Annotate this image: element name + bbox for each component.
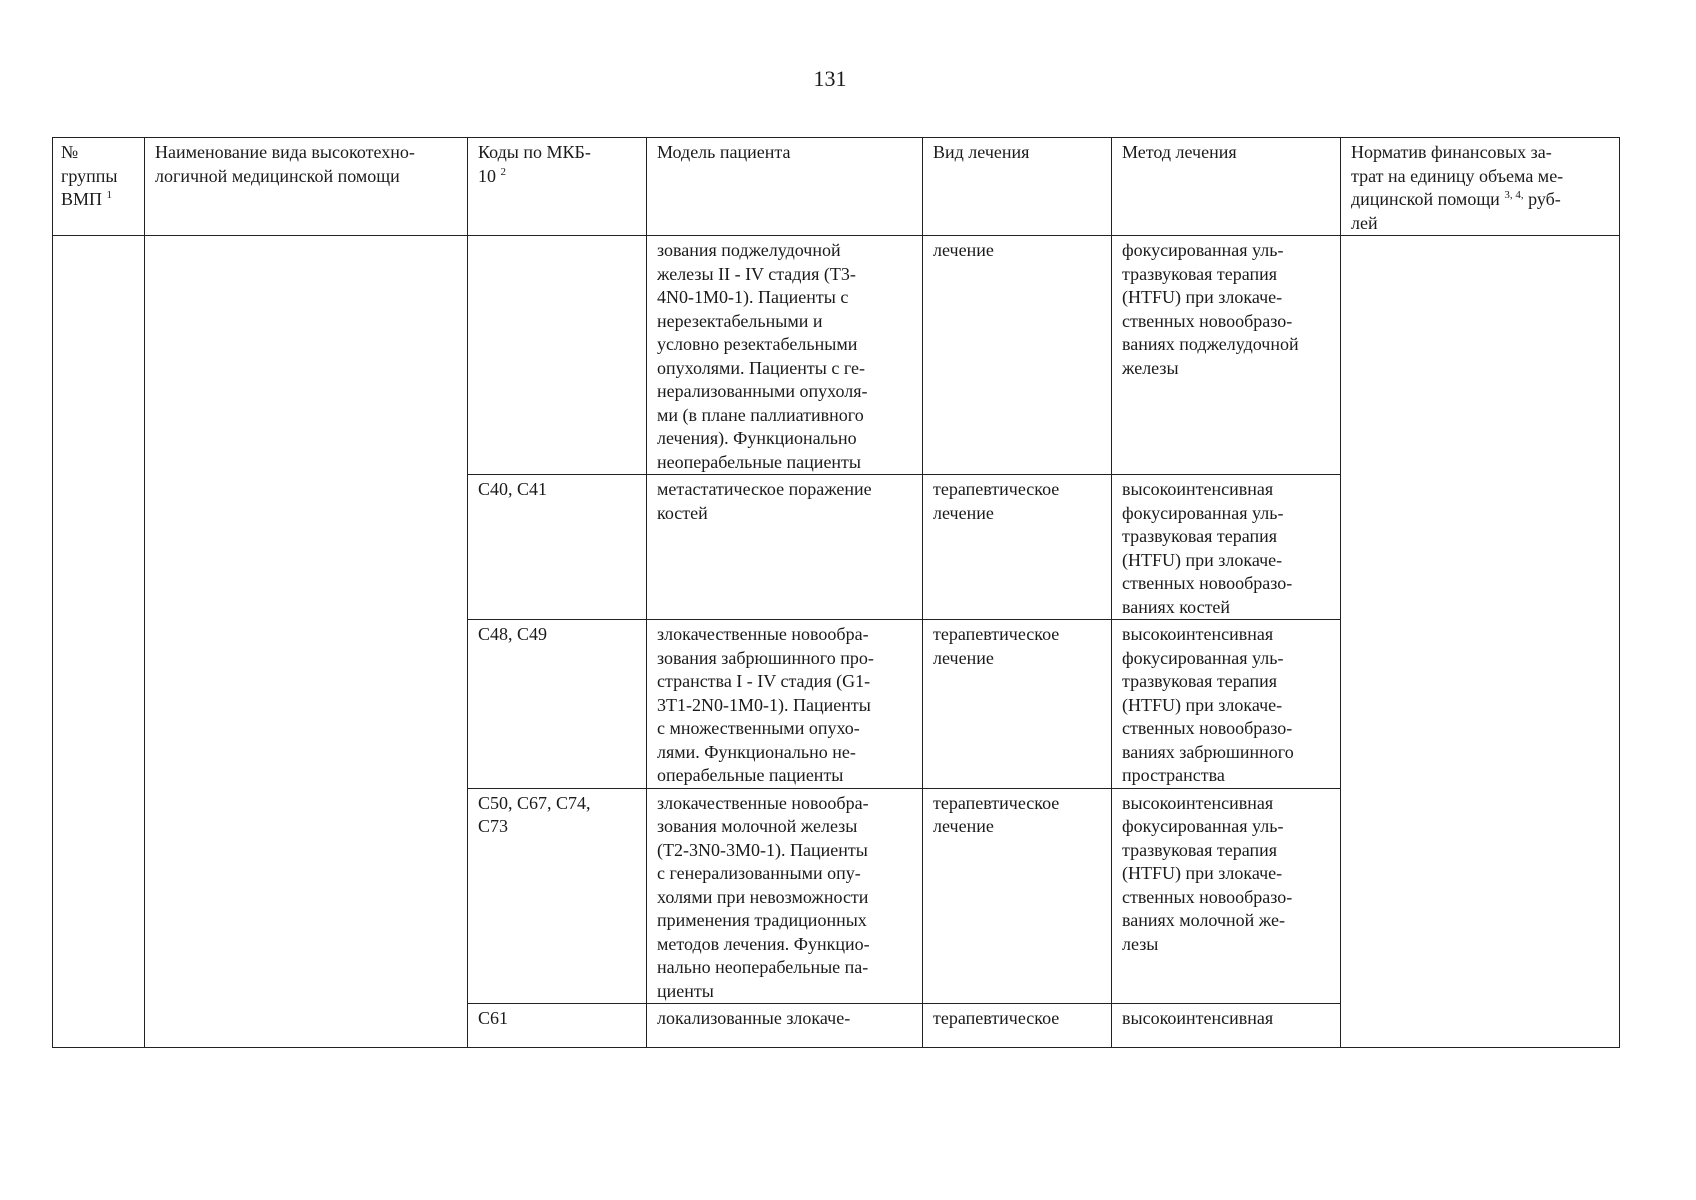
patient-model-cell: метастатическое поражение костей — [647, 475, 923, 620]
patient-model-cell: зования поджелудочной железы II - IV стадия (T3- 4N0-1M0-1). Пациенты с нерезектабельными и условно резектабельными опухолями. Пациенты с ге- нерализованными опухоля- ми (в плане паллиативного лечения). Функционально неоперабельные пациенты — [647, 236, 923, 475]
header-patient-model-text: Модель пациента — [657, 142, 791, 162]
header-icd-codes-text: Коды по МКБ- 10 — [478, 142, 591, 186]
header-icd-codes — [468, 138, 647, 236]
header-vmp-name-text: Наименование вида высокотехно- логичной медицинской помощи — [155, 142, 415, 186]
table-header-row — [53, 138, 1620, 236]
treatment-type-cell: терапевтическое лечение — [923, 620, 1112, 789]
icd-codes-cell: C40, C41 — [468, 475, 647, 620]
treatment-method-cell: высокоинтенсивная — [1112, 1004, 1341, 1048]
icd-codes-cell: C61 — [468, 1004, 647, 1048]
treatment-method-cell: высокоинтенсивная фокусированная уль- тразвуковая терапия (HTFU) при злокаче- ственных новообразо- ваниях костей — [1112, 475, 1341, 620]
icd-codes-cell: C48, C49 — [468, 620, 647, 789]
treatment-type-cell: терапевтическое лечение — [923, 788, 1112, 1004]
table-row — [53, 236, 1620, 475]
treatment-method-cell: фокусированная уль- тразвуковая терапия (HTFU) при злокаче- ственных новообразо- ваниях поджелудочной железы — [1112, 236, 1341, 475]
vmp-name-cell — [145, 236, 468, 1048]
treatment-method-cell: высокоинтенсивная фокусированная уль- тразвуковая терапия (HTFU) при злокаче- ственных новообразо- ваниях молочной же- лезы — [1112, 788, 1341, 1004]
header-treatment-method — [1112, 138, 1341, 236]
header-treatment-type — [923, 138, 1112, 236]
treatment-type-cell: лечение — [923, 236, 1112, 475]
header-cost-norm — [1341, 138, 1620, 236]
header-cost-norm-tail: руб- лей — [1351, 189, 1561, 233]
footnote-1: 1 — [106, 189, 113, 201]
page-number: 131 — [813, 66, 847, 91]
treatment-type-cell: терапевтическое лечение — [923, 475, 1112, 620]
icd-codes-cell: C50, C67, C74, C73 — [468, 788, 647, 1004]
patient-model-cell: локализованные злокаче- — [647, 1004, 923, 1048]
group-no-cell — [53, 236, 145, 1048]
header-treatment-method-text: Метод лечения — [1122, 142, 1237, 162]
header-vmp-name — [145, 138, 468, 236]
footnote-3-4: 3, 4, — [1504, 189, 1524, 201]
header-group-no — [53, 138, 145, 236]
cost-norm-cell — [1341, 236, 1620, 1048]
footnote-2: 2 — [500, 165, 506, 178]
treatment-method-cell: высокоинтенсивная фокусированная уль- тразвуковая терапия (HTFU) при злокаче- ственных новообразо- ваниях забрюшинного пространства — [1112, 620, 1341, 789]
patient-model-cell: злокачественные новообра- зования молочной железы (T2-3N0-3M0-1). Пациенты с генерализованными опу- холями при невозможности применения традиционных методов лечения. Функцио- нально неоперабельные па- циенты — [647, 788, 923, 1004]
header-group-no-text: № группы ВМП — [61, 142, 118, 209]
header-patient-model — [647, 138, 923, 236]
header-cost-norm-text: Норматив финансовых за- трат на единицу объема ме- дицинской помощи — [1351, 142, 1564, 209]
header-treatment-type-text: Вид лечения — [933, 142, 1030, 162]
treatment-type-cell: терапевтическое — [923, 1004, 1112, 1048]
icd-codes-cell — [468, 236, 647, 475]
patient-model-cell: злокачественные новообра- зования забрюшинного про- странства I - IV стадия (G1- 3T1-2N0-1M0-1). Пациенты с множественными опухо- лями. Функционально не- операбельные пациенты — [647, 620, 923, 789]
vmp-table — [52, 137, 1620, 1048]
